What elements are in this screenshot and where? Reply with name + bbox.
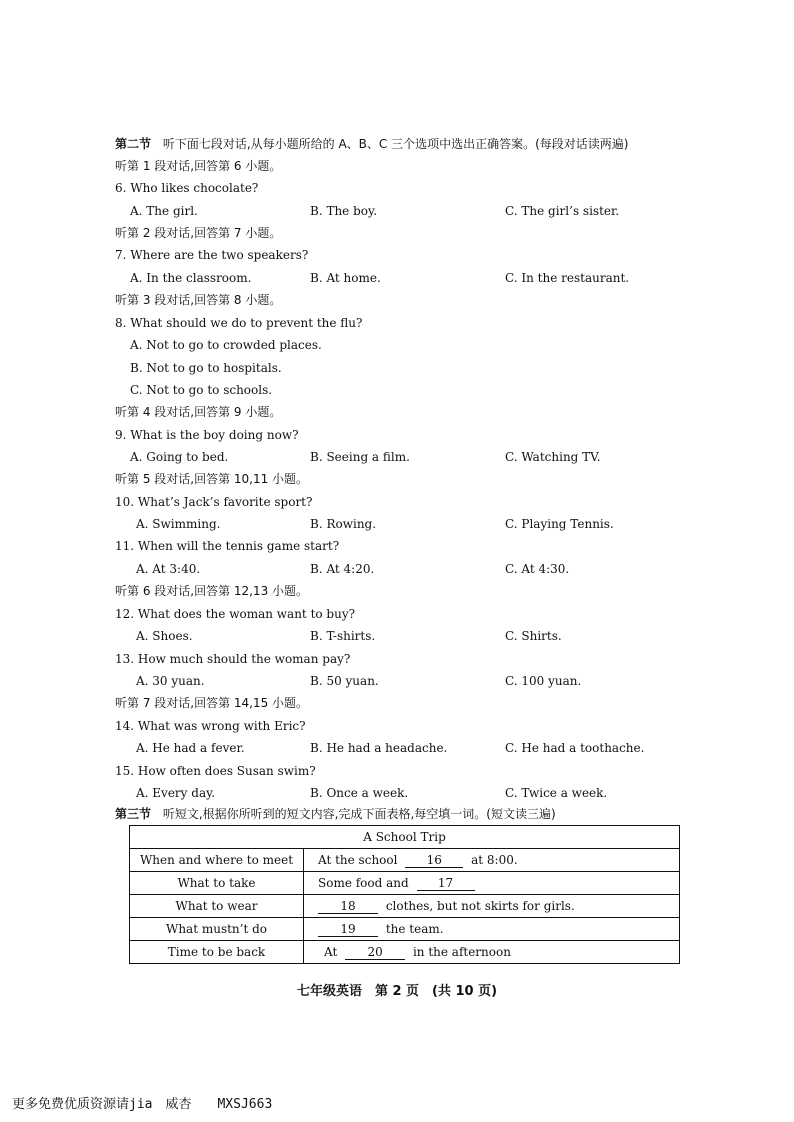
option-a: A. Swimming. [136, 517, 221, 531]
section2-header [115, 136, 628, 152]
section3-header [115, 806, 556, 822]
option-a: A. At 3:40. [136, 562, 201, 576]
blank-19[interactable]: 19 [318, 922, 378, 937]
table-row [130, 872, 680, 895]
dialog-intro: 听第 3 段对话,回答第 8 小题。 [115, 293, 282, 307]
page-footer: 七年级英语 第 2 页 (共 10 页) [296, 984, 498, 999]
blank-17[interactable]: 17 [417, 876, 475, 891]
option-b: B. T-shirts. [310, 629, 376, 643]
option-a: A. Not to go to crowded places. [130, 338, 322, 352]
blank-18[interactable]: 18 [318, 899, 378, 914]
blank-16[interactable]: 16 [405, 853, 463, 868]
question-stem: 10. What’s Jack’s favorite sport? [115, 495, 313, 509]
question-stem: 12. What does the woman want to buy? [115, 607, 356, 621]
question-stem: 8. What should we do to prevent the flu? [115, 316, 363, 330]
row-label: When and where to meet [130, 849, 304, 872]
option-c: C. 100 yuan. [505, 674, 582, 688]
table-row [130, 918, 680, 941]
option-b: B. Rowing. [310, 517, 377, 531]
option-c: C. Twice a week. [505, 786, 608, 800]
option-c: C. Shirts. [505, 629, 562, 643]
option-b: B. At home. [310, 271, 381, 285]
school-trip-table [129, 825, 680, 964]
option-a: A. Shoes. [136, 629, 193, 643]
section3-instruction: 听短文,根据你所听到的短文内容,完成下面表格,每空填一词。(短文读三遍) [162, 807, 556, 821]
value-pre: At the school [318, 852, 398, 867]
value-post: the team. [385, 921, 444, 936]
row-value [304, 849, 680, 872]
question-stem: 6. Who likes chocolate? [115, 181, 259, 195]
option-a: A. The girl. [130, 204, 198, 218]
section3-heading: 第三节 [115, 807, 152, 821]
row-value [304, 895, 680, 918]
option-a: A. He had a fever. [136, 741, 245, 755]
value-pre: Some food and [318, 875, 409, 890]
dialog-intro: 听第 5 段对话,回答第 10,11 小题。 [115, 472, 309, 486]
table-title: A School Trip [130, 826, 680, 849]
option-b: B. At 4:20. [310, 562, 375, 576]
option-b: B. Seeing a film. [310, 450, 410, 464]
row-label: What mustn’t do [130, 918, 304, 941]
section2-instruction: 听下面七段对话,从每小题所给的 A、B、C 三个选项中选出正确答案。(每段对话读两遍) [162, 137, 629, 151]
option-a: A. 30 yuan. [136, 674, 205, 688]
option-b: B. He had a headache. [310, 741, 448, 755]
value-pre: At [324, 944, 338, 959]
option-b: B. Not to go to hospitals. [130, 361, 282, 375]
bottom-note: 更多免费优质资源请jia 威杏 MXSJ663 [12, 1097, 273, 1112]
option-c: C. In the restaurant. [505, 271, 630, 285]
option-a: A. Every day. [136, 786, 216, 800]
row-value [304, 918, 680, 941]
question-stem: 13. How much should the woman pay? [115, 652, 351, 666]
question-stem: 15. How often does Susan swim? [115, 764, 316, 778]
section2-heading: 第二节 [115, 137, 152, 151]
question-stem: 14. What was wrong with Eric? [115, 719, 306, 733]
value-post: in the afternoon [412, 944, 511, 959]
question-stem: 9. What is the boy doing now? [115, 428, 299, 442]
dialog-intro: 听第 4 段对话,回答第 9 小题。 [115, 405, 282, 419]
option-a: A. Going to bed. [130, 450, 229, 464]
row-label: What to wear [130, 895, 304, 918]
row-label: Time to be back [130, 941, 304, 964]
option-c: C. Not to go to schools. [130, 383, 273, 397]
row-label: What to take [130, 872, 304, 895]
option-c: C. Watching TV. [505, 450, 601, 464]
blank-20[interactable]: 20 [345, 945, 405, 960]
option-b: B. 50 yuan. [310, 674, 379, 688]
dialog-intro: 听第 6 段对话,回答第 12,13 小题。 [115, 584, 309, 598]
option-c: C. Playing Tennis. [505, 517, 614, 531]
dialog-intro: 听第 7 段对话,回答第 14,15 小题。 [115, 696, 309, 710]
dialog-intro: 听第 2 段对话,回答第 7 小题。 [115, 226, 282, 240]
table-row [130, 895, 680, 918]
option-c: C. He had a toothache. [505, 741, 645, 755]
table-row [130, 941, 680, 964]
row-value [304, 941, 680, 964]
dialog-intro: 听第 1 段对话,回答第 6 小题。 [115, 159, 282, 173]
row-value [304, 872, 680, 895]
option-b: B. Once a week. [310, 786, 409, 800]
option-c: C. At 4:30. [505, 562, 570, 576]
option-b: B. The boy. [310, 204, 378, 218]
option-c: C. The girl’s sister. [505, 204, 620, 218]
question-stem: 7. Where are the two speakers? [115, 248, 309, 262]
question-stem: 11. When will the tennis game start? [115, 539, 340, 553]
value-post: clothes, but not skirts for girls. [385, 898, 575, 913]
table-row [130, 849, 680, 872]
value-post: at 8:00. [471, 852, 518, 867]
option-a: A. In the classroom. [130, 271, 252, 285]
